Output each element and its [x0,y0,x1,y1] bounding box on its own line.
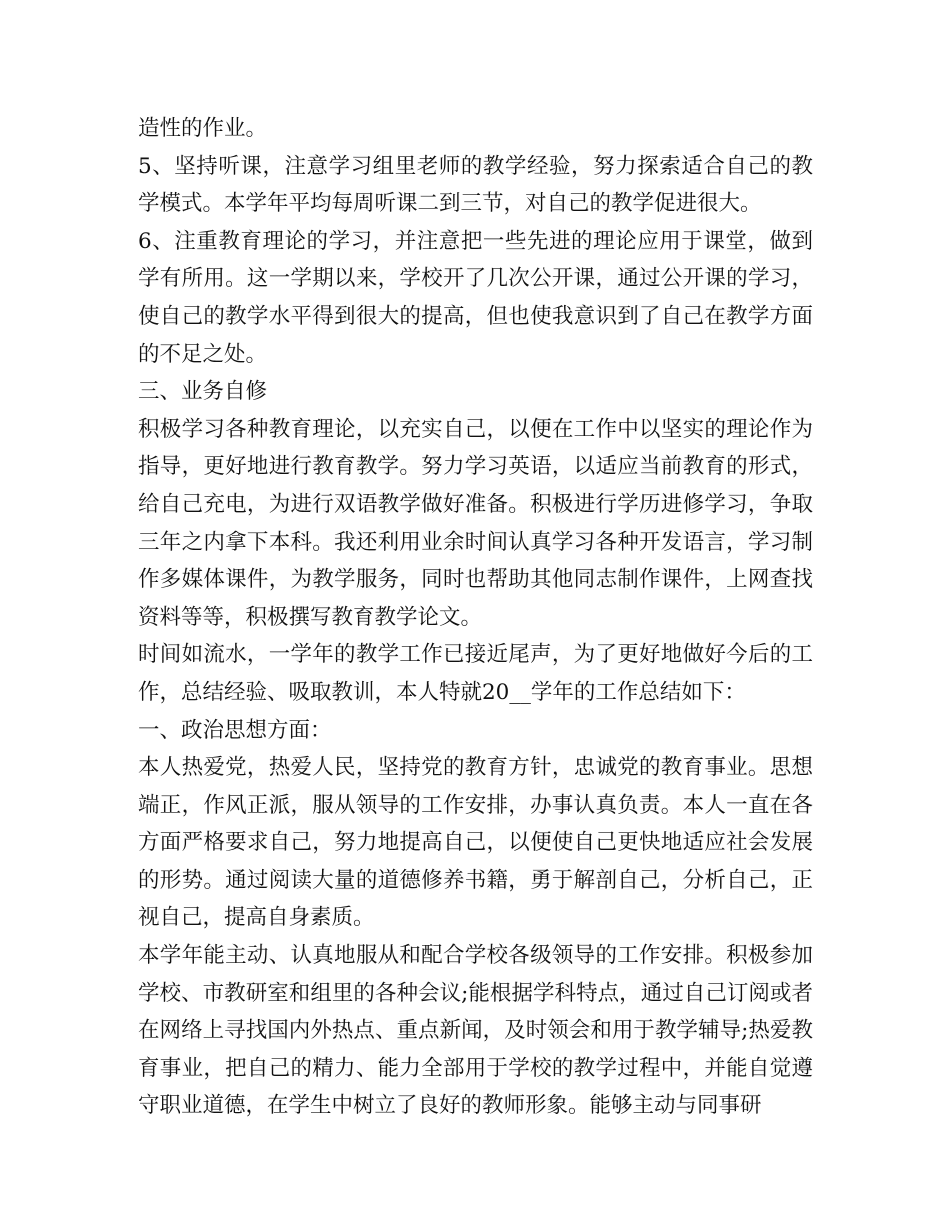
paragraph: 6、注重教育理论的学习，并注意把一些先进的理论应用于课堂，做到学有所用。这一学期以来，学校开了几次公开课，通过公开课的学习，使自己的教学水平得到很大的提高，但也使我意识到了自己在教学方面的不足之处。 [138,228,813,367]
section-heading: 一、政治思想方面： [138,717,332,743]
paragraph: 时间如流水，一学年的教学工作已接近尾声，为了更好地做好今后的工作，总结经验、吸取教训，本人特就20__学年的工作总结如下： [138,642,813,705]
document-body [138,110,813,1125]
paragraph: 积极学习各种教育理论，以充实自己，以便在工作中以坚实的理论作为指导，更好地进行教育教学。努力学习英语，以适应当前教育的形式，给自己充电，为进行双语教学做好准备。积极进行学历进修学习，争取三年之内拿下本科。我还利用业余时间认真学习各种开发语言，学习制作多媒体课件，为教学服务，同时也帮助其他同志制作课件，上网查找资料等等，积极撰写教育教学论文。 [138,416,813,630]
paragraph: 5、坚持听课，注意学习组里老师的教学经验，努力探索适合自己的教学模式。本学年平均每周听课二到三节，对自己的教学促进很大。 [138,153,813,217]
paragraph: 造性的作业。 [138,116,268,141]
paragraph: 本人热爱党，热爱人民，坚持党的教育方针，忠诚党的教育事业。思想端正，作风正派，服从领导的工作安排，办事认真负责。本人一直在各方面严格要求自己，努力地提高自己，以便使自己更快地适应社会发展的形势。通过阅读大量的道德修养书籍，勇于解剖自己，分析自己，正视自己，提高自身素质。 [138,755,813,931]
section-heading: 三、业务自修 [138,379,268,405]
paragraph: 本学年能主动、认真地服从和配合学校各级领导的工作安排。积极参加学校、市教研室和组里的各种会议;能根据学科特点，通过自己订阅或者在网络上寻找国内外热点、重点新闻，及时领会和用于教学辅导;热爱教育事业，把自己的精力、能力全部用于学校的教学过程中，并能自觉遵守职业道德，在学生中树立了良好的教师形象。能够主动与同事研 [138,943,813,1119]
